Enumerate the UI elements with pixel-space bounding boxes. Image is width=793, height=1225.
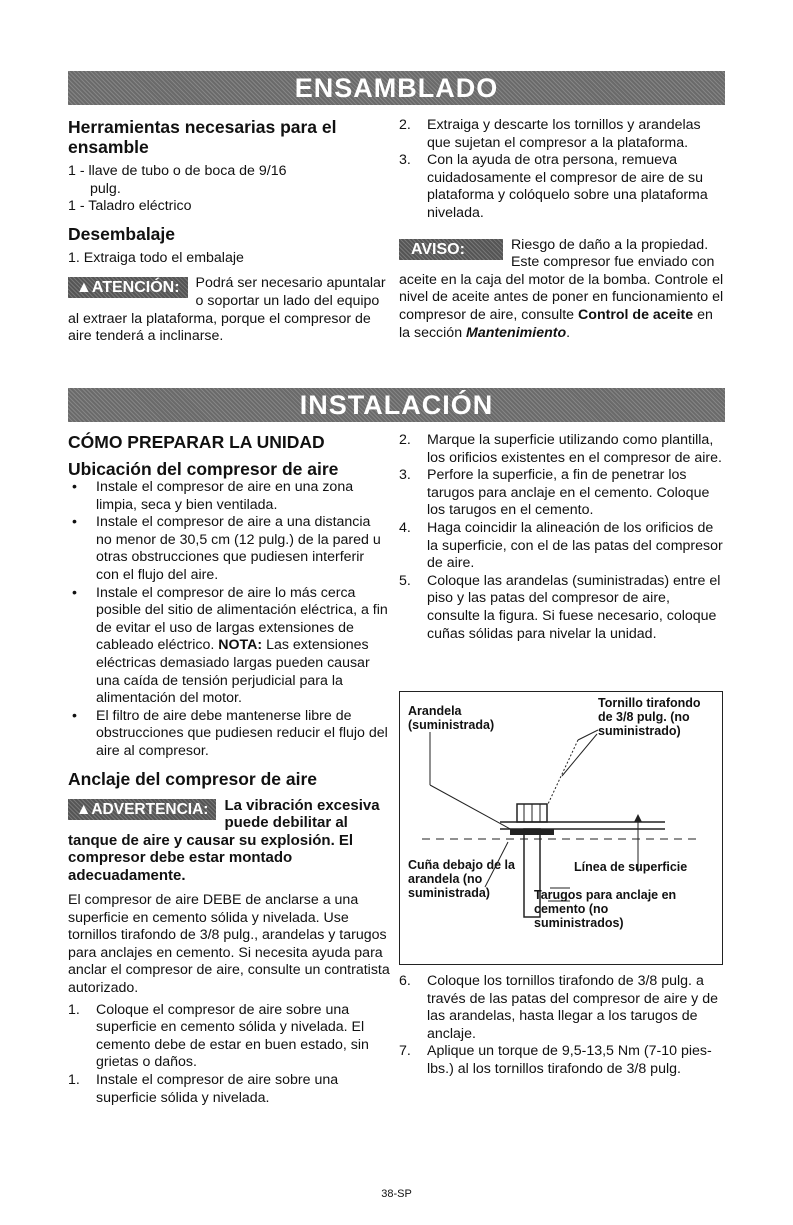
installation-final-steps <box>399 973 725 1079</box>
notice-tag: AVISO: <box>399 239 503 260</box>
figure-label-bolt: Tornillo tirafondo de 3/8 pulg. (no suministrado) <box>598 696 701 738</box>
warning-tag: ▲ADVERTENCIA: <box>68 799 216 820</box>
unpack-heading: Desembalaje <box>68 223 176 244</box>
anchor-step-6: 6. Coloque los tornillos tirafondo de 3/8 pulg. a través de las patas del compresor de aire y de las arandelas, hasta llegar a los tarugos de anclaje. <box>399 973 718 1042</box>
unpack-step-3: 3. Con la ayuda de otra persona, remueva cuidadosamente el compresor de aire de su plataforma y colóquelo sobre una plataforma nivelada. <box>399 152 708 221</box>
assembly-banner <box>68 71 725 105</box>
assembly-banner-title: ENSAMBLADO <box>294 72 499 103</box>
anchor-step-7: 7. Aplique un torque de 9,5-13,5 Nm (7-10 pies-lbs.) al los tornillos tirafondo de 3/8 pulg. <box>399 1043 712 1077</box>
note-label: NOTA: <box>218 637 263 654</box>
assembly-left-column <box>68 117 390 346</box>
location-bullet-2: • Instale el compresor de aire a una distancia no menor de 30,5 cm (12 pulg.) de la pared u otras obstrucciones que pudiesen interferir con el flujo del aire. <box>72 514 381 583</box>
installation-left-column <box>68 432 390 1107</box>
location-bullet-3: • Instale el compresor de aire lo más cerca posible del sitio de alimentación eléctrica, a fin de evitar el uso de largas extensiones de cableado eléctrico. NOTA: Las extensiones eléctricas demasiado largas pueden causar una caída de tensión perjudicial para la alimentación del motor. <box>72 584 388 707</box>
tool-item-1: 1 - llave de tubo o de boca de 9/16 pulg. <box>68 163 287 197</box>
unpack-step-2: 2. Extraiga y descarte los tornillos y arandelas que sujetan el compresor a la plataforma. <box>399 117 701 151</box>
installation-banner-title: INSTALACIÓN <box>299 389 494 420</box>
unpack-step-1: 1. Extraiga todo el embalaje <box>68 249 244 266</box>
page-number: 38-SP <box>381 1188 412 1200</box>
caution-block <box>68 275 390 345</box>
note-text: Las extensiones eléctricas demasiado largas pueden causar una caída de tensión perjudicial para la alimentación del motor. <box>96 637 370 707</box>
installation-banner <box>68 388 725 422</box>
anchor-step-2: 2. Marque la superficie utilizando como plantilla, los orificios existentes en el compresor de aire. <box>399 432 722 466</box>
anchor-step-3: 3. Perfore la superficie, a fin de penetrar los tarugos para anclaje en el cemento. Coloque los tarugos en el cemento. <box>399 467 710 519</box>
notice-text: Riesgo de daño a la propiedad. Este compresor fue enviado con aceite en la caja del motor de la bomba. Controle el nivel de aceite antes de poner en funcionamiento el compresor de aire, consulte <box>399 236 724 323</box>
caution-tag: ▲ATENCIÓN: <box>68 277 188 298</box>
assembly-right-column <box>399 117 725 342</box>
prepare-heading: CÓMO PREPARAR LA UNIDAD <box>68 432 325 452</box>
anchor-step-1b: 1. Instale el compresor de aire sobre una superficie sólida y nivelada. <box>68 1071 339 1106</box>
anchor-step-5: 5. Coloque las arandelas (suministradas) entre el piso y las patas del compresor de aire, consulte la figura. Si fuese necesario, coloque cuñas sólidas para nivelar la unidad. <box>399 572 721 642</box>
anchor-heading: Anclaje del compresor de aire <box>68 768 317 789</box>
notice-block: AVISO: Riesgo de daño a la propiedad. Este compresor fue enviado con aceite en la caja del motor de la bomba. Controle el nivel de aceite antes de poner en funcionamiento el compresor de aire, consulte Control de aceite en la sección Mantenimiento. <box>399 236 724 341</box>
location-bullet-1: • Instale el compresor de aire en una zona limpia, seca y bien ventilada. <box>72 479 354 513</box>
location-bullet-4: • El filtro de aire debe mantenerse libre de obstrucciones que pudiesen reducir el flujo del aire al compresor. <box>72 707 388 759</box>
tool-item-2: 1 - Taladro eléctrico <box>68 198 192 215</box>
anchor-step-4: 4. Haga coincidir la alineación de los orificios de la superficie, con el de las patas del compresor de aire. <box>399 519 723 572</box>
notice-mid: en la sección <box>399 306 713 341</box>
figure-label-surface: Línea de superficie <box>574 860 688 874</box>
location-heading: Ubicación del compresor de aire <box>68 459 339 479</box>
warning-block <box>68 797 390 885</box>
installation-right-column <box>399 432 725 643</box>
figure-label-shim: Cuña debajo de la arandela (no suministrada) <box>408 858 515 900</box>
tools-heading: Herramientas necesarias para el ensamble <box>68 117 337 157</box>
caution-text: Podrá ser necesario apuntalar o soportar un lado del equipo al extraer la plataforma, porque el compresor de aire tenderá a inclinarse. <box>68 275 386 345</box>
notice-italic: Mantenimiento <box>466 324 567 341</box>
figure-label-washer: Arandela (suministrada) <box>408 704 495 732</box>
anchor-step-1: 1. Coloque el compresor de aire sobre una superficie en cemento sólida y nivelada. El cemento debe de estar en buen estado, sin grietas o daños. <box>68 1001 369 1071</box>
warning-text: La vibración excesiva puede debilitar al tanque de aire y causar su explosión. El compresor debe estar montado adecuadamente. <box>68 796 380 884</box>
anchor-paragraph: El compresor de aire DEBE de anclarse a una superficie en cemento sólida y nivelada. Use tornillos tirafondo de 3/8 pulg., arandelas y tarugos para anclajes en cemento. Si necesita ayuda para anclar el compresor de aire, consulte un contratista autorizado. <box>68 892 390 996</box>
figure-label-anchors: Tarugos para anclaje en cemento (no suministrados) <box>534 888 677 930</box>
notice-bold: Control de aceite <box>578 306 694 323</box>
anchoring-figure <box>399 691 723 965</box>
